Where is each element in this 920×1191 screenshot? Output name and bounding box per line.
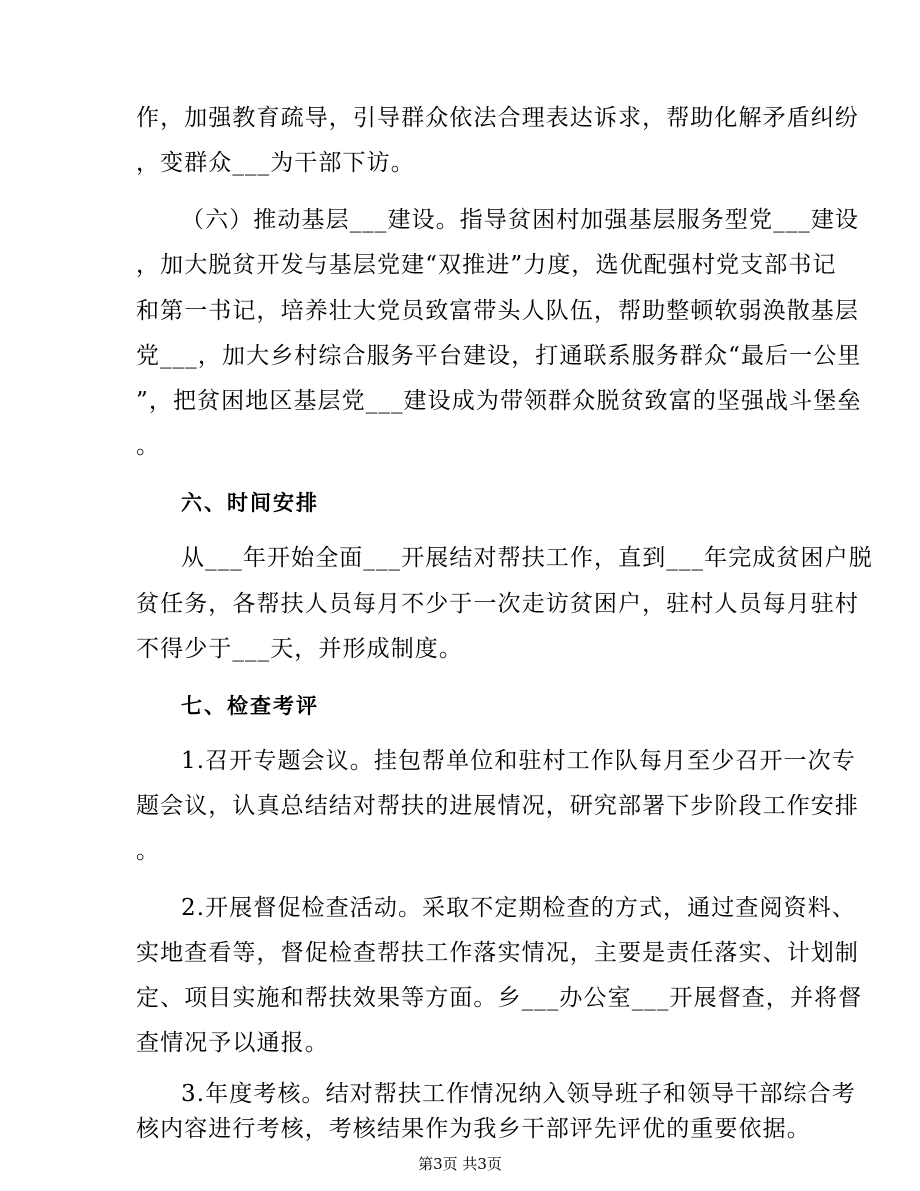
body-line: 作，加强教育疏导，引导群众依法合理表达诉求，帮助化解矛盾纠纷 xyxy=(136,105,859,131)
body-line: 党___，加大乡村综合服务平台建设，打通联系服务群众“最后一公里 xyxy=(136,343,862,369)
body-line: 实地查看等，督促检查帮扶工作落实情况，主要是责任落实、计划制 xyxy=(136,940,859,966)
body-line: ”，把贫困地区基层党___建设成为带领群众脱贫致富的坚强战斗堡垒 xyxy=(136,388,862,414)
section-heading-schedule: 六、时间安排 xyxy=(181,491,319,515)
body-line: 不得少于___天，并形成制度。 xyxy=(136,636,463,662)
body-line: 核内容进行考核，考核结果作为我乡干部评先评优的重要依据。 xyxy=(136,1116,811,1142)
body-line: 3.年度考核。结对帮扶工作情况纳入领导班子和领导干部综合考 xyxy=(181,1081,856,1107)
body-line: 。 xyxy=(136,433,161,459)
body-line: 定、项目实施和帮扶效果等方面。乡___办公室___开展督查，并将督 xyxy=(136,985,863,1011)
page-footer: 第3页 共3页 xyxy=(418,1155,502,1173)
body-line: 从___年开始全面___开展结对帮扶工作，直到___年完成贫困户脱 xyxy=(181,545,873,571)
section-heading-inspection: 七、检查考评 xyxy=(181,694,319,718)
body-line: 。 xyxy=(136,838,161,864)
body-line: 1.召开专题会议。挂包帮单位和驻村工作队每月至少召开一次专 xyxy=(181,748,856,774)
body-line: 贫任务，各帮扶人员每月不少于一次走访贫困户，驻村人员每月驻村 xyxy=(136,591,859,617)
body-line: ，变群众___为干部下访。 xyxy=(136,150,415,176)
body-line: ，加大脱贫开发与基层党建“双推进”力度，选优配强村党支部书记 xyxy=(136,252,837,278)
body-line: 2.开展督促检查活动。采取不定期检查的方式，通过查阅资料、 xyxy=(181,895,856,921)
body-line: 查情况予以通报。 xyxy=(136,1030,329,1056)
body-line: （六）推动基层___建设。指导贫困村加强基层服务型党___建设 xyxy=(181,207,860,233)
body-line: 和第一书记，培养壮大党员致富带头人队伍，帮助整顿软弱涣散基层 xyxy=(136,298,859,324)
body-line: 题会议，认真总结结对帮扶的进展情况，研究部署下步阶段工作安排 xyxy=(136,793,859,819)
